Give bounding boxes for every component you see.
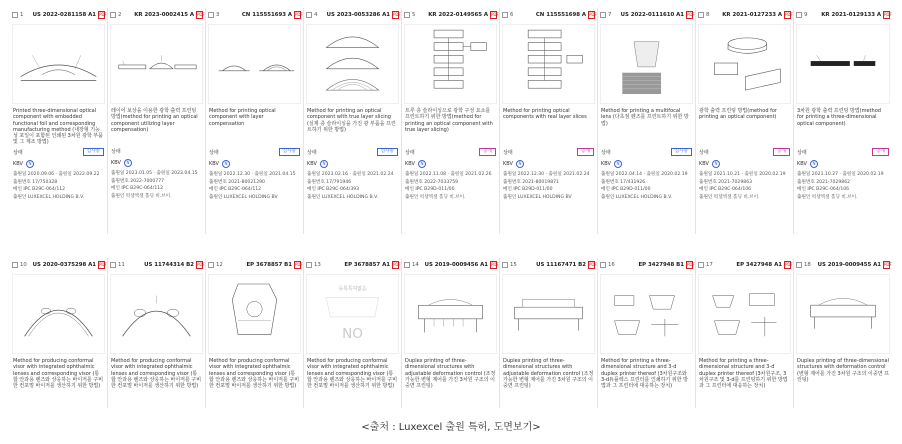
select-checkbox[interactable] xyxy=(110,12,116,18)
patent-card[interactable] xyxy=(696,258,794,408)
card-header xyxy=(500,8,597,22)
patent-meta: 출원일 2021.10.21 · 출원일 2020.02.19 출원번호 2021-7029863 메인 IPC B29C-064/106 출원인 럭셀엑셀 홀딩 비.브이. xyxy=(699,172,786,200)
patent-drawing[interactable] xyxy=(110,274,203,354)
patent-number[interactable]: US 2019-0009455 A1 xyxy=(817,262,881,268)
status-line xyxy=(794,146,892,158)
patent-card[interactable] xyxy=(10,258,108,408)
patent-card[interactable] xyxy=(500,258,598,408)
select-checkbox[interactable] xyxy=(698,12,704,18)
card-number: 14 xyxy=(412,262,419,268)
pdf-icon[interactable]: PDF xyxy=(393,262,401,267)
pdf-icon[interactable]: PDF xyxy=(589,262,597,267)
card-number: 3 xyxy=(216,12,220,18)
card-number: 4 xyxy=(314,12,318,18)
card-header xyxy=(598,8,695,22)
status-line xyxy=(10,146,107,158)
patent-number[interactable]: KR 2022-0149565 A xyxy=(428,12,488,18)
pdf-icon[interactable]: PDF xyxy=(295,12,303,17)
patent-number[interactable]: KR 2023-0002415 A xyxy=(134,12,194,18)
status-line xyxy=(108,146,205,157)
patent-row-2 xyxy=(10,258,892,408)
card-number: 6 xyxy=(510,12,514,18)
patent-drawing[interactable] xyxy=(306,274,399,354)
pdf-icon[interactable]: PDF xyxy=(491,262,499,267)
patent-title[interactable]: Method for printing optical components with real layer slices xyxy=(503,108,587,121)
pdf-icon[interactable]: PDF xyxy=(197,12,205,17)
select-checkbox[interactable] xyxy=(208,12,214,18)
status-badge: 심사중 xyxy=(83,148,104,156)
patent-number[interactable]: US 2023-0053286 A1 xyxy=(326,12,390,18)
patent-drawing[interactable] xyxy=(404,24,497,104)
card-header xyxy=(304,258,401,272)
patent-meta: 출원일 2022.12.30 · 출원일 2021.02.24 출원번호 2021-80019871 메인 IPC B29D-011/00 출원인 LUXEXCEL HOLDING BV xyxy=(503,172,590,200)
kbv-label: KBV xyxy=(601,161,611,167)
patent-title[interactable]: 레이어 보상을 이용한 광학 출력 프린팅 방법(method for printing an optical component utilizing layer compensation) xyxy=(111,108,198,133)
kbv-label: KBV xyxy=(111,160,121,166)
status-line xyxy=(500,146,597,158)
card-header xyxy=(10,258,107,272)
select-checkbox[interactable] xyxy=(600,12,606,18)
patent-drawing[interactable] xyxy=(600,24,693,104)
pdf-icon[interactable]: PDF xyxy=(99,12,107,17)
patent-meta: 출원일 2022.11.08 · 출원일 2021.02.26 출원번호 2022-7033759 메인 IPC B29D-011/00 출원인 럭셀엑셀 홀딩 비.브이. xyxy=(405,172,492,200)
kbv-label: KBV xyxy=(699,161,709,167)
select-checkbox[interactable] xyxy=(796,262,802,268)
card-number: 12 xyxy=(216,262,223,268)
status-line xyxy=(206,146,303,158)
card-header xyxy=(402,258,499,272)
pdf-icon[interactable]: PDF xyxy=(295,262,303,267)
status-label: 상태 xyxy=(601,149,611,156)
status-label: 상태 xyxy=(307,149,317,156)
select-checkbox[interactable] xyxy=(404,262,410,268)
patent-card[interactable] xyxy=(304,8,402,234)
card-number: 8 xyxy=(706,12,710,18)
card-header xyxy=(794,258,892,272)
patent-card[interactable] xyxy=(206,8,304,234)
patent-card[interactable] xyxy=(794,8,892,234)
patent-drawing[interactable] xyxy=(404,274,497,354)
kbv-line xyxy=(108,157,205,169)
patent-title[interactable]: Duplex printing of three-dimensional structures with deformation control (변형 제어를 가진 3차원 구조의 이중면 프린팅) xyxy=(797,358,889,383)
kbv-line xyxy=(304,158,401,170)
patent-number[interactable]: EP 3678857 B1 xyxy=(246,262,292,268)
card-number: 13 xyxy=(314,262,321,268)
patent-number[interactable]: KR 2021-0127233 A xyxy=(722,12,782,18)
patent-drawing[interactable] xyxy=(796,274,890,354)
status-line xyxy=(304,146,401,158)
card-number: 7 xyxy=(608,12,612,18)
patent-number[interactable]: CN 115551698 A xyxy=(535,12,586,18)
patent-title[interactable]: Method for printing a three-dimensional structure and 3-d duplex printer thereof (3차원구조, 3차원구조 및 3-d를 프린팅하기 위한 방법과 그 프린터에 대응하는 장치) xyxy=(699,358,788,390)
patent-card[interactable] xyxy=(108,258,206,408)
patent-card[interactable] xyxy=(794,258,892,408)
patent-title[interactable]: Method for producing conformal visor with integrated ophthalmic lenses and corresponding visor (통합 안과용 렌즈와 상응하는 바이저를 구비한 컨포멀 바이저를 생산하기 위한 방법) xyxy=(111,358,202,390)
select-checkbox[interactable] xyxy=(502,262,508,268)
patent-number[interactable]: EP 3678857 A1 xyxy=(344,262,390,268)
patent-drawing[interactable] xyxy=(306,24,399,104)
patent-drawing[interactable] xyxy=(600,274,693,354)
kbv-badge: N xyxy=(222,160,230,168)
kbv-badge: N xyxy=(320,160,328,168)
card-header xyxy=(598,258,695,272)
patent-card[interactable] xyxy=(696,8,794,234)
patent-card[interactable] xyxy=(598,258,696,408)
patent-title[interactable]: Duplex printing of three-dimensional structures with adjustable deformation control (조정가능한 변형 제어를 가진 3차원 구조의 이중면 프린팅) xyxy=(405,358,496,390)
status-label: 상태 xyxy=(111,149,121,155)
patent-card[interactable] xyxy=(10,8,108,234)
patent-title[interactable]: 3차원 광학 출력 프린팅 방법(method for printing a three-dimensional optical component) xyxy=(797,108,881,127)
card-number: 1 xyxy=(20,12,24,18)
card-header xyxy=(10,8,107,22)
patent-number[interactable]: CN 115551693 A xyxy=(241,12,292,18)
select-checkbox[interactable] xyxy=(110,262,116,268)
patent-card[interactable] xyxy=(304,258,402,408)
patent-title[interactable]: Method for printing a multifocal lens (다초점 렌즈를 프린트하기 위한 방법) xyxy=(601,108,689,127)
card-header xyxy=(696,8,793,22)
status-badge: 심사중 xyxy=(279,148,300,156)
patent-number[interactable]: EP 3427948 A1 xyxy=(736,262,782,268)
figure-caption: <출처 : Luxexcel 출원 특허, 도면보기> xyxy=(361,422,541,433)
status-label: 상태 xyxy=(797,149,807,156)
no-image-watermark: NO xyxy=(342,326,363,343)
pdf-icon[interactable]: PDF xyxy=(491,12,499,17)
patent-title[interactable]: Duplex printing of three-dimensional structures with adjustable deformation control (조정가능한 변형 제어를 가진 3차원 구조의 이중면 프린팅) xyxy=(503,358,594,390)
card-header xyxy=(108,8,205,22)
patent-meta: 출원일 2022.12.30 · 출원일 2021.04.15 출원번호 2021-80021290 메인 IPC B29C-064/112 출원인 LUXEXCEL HOLDING BV xyxy=(209,172,296,200)
patent-meta: 출원일 2022.04.14 · 출원일 2020.02.19 출원번호 17/431926 메인 IPC B29D-011/00 출원인 LUXEXCEL HOLDING B.V. xyxy=(601,172,688,200)
kbv-label: KBV xyxy=(797,161,807,167)
card-header xyxy=(108,258,205,272)
pdf-icon[interactable]: PDF xyxy=(785,12,793,17)
kbv-badge: N xyxy=(124,159,132,167)
pdf-icon[interactable]: PDF xyxy=(884,262,892,267)
pdf-icon[interactable]: PDF xyxy=(393,12,401,17)
kbv-line xyxy=(10,158,107,170)
card-number: 18 xyxy=(804,262,811,268)
patent-number[interactable]: US 11167471 B2 xyxy=(536,262,586,268)
patent-card[interactable] xyxy=(206,258,304,408)
patent-row-1 xyxy=(10,8,892,234)
patent-drawing[interactable] xyxy=(502,274,595,354)
status-badge: 공개 xyxy=(872,148,889,156)
status-badge: 심사중 xyxy=(671,148,692,156)
patent-card[interactable] xyxy=(402,258,500,408)
card-number: 10 xyxy=(20,262,27,268)
patent-title[interactable]: Method for printing optical component with layer compensation xyxy=(209,108,276,127)
patent-title[interactable]: Method for producing conformal visor with integrated ophthalmic lenses and corresponding visor (통합 안과용 렌즈와 상응하는 바이저를 구비한 컨포멀 바이저를 생산하기 위한 방법) xyxy=(209,358,300,390)
kbv-label: KBV xyxy=(209,161,219,167)
kbv-badge: N xyxy=(810,160,818,168)
patent-meta: 출원일 2023.02.16 · 출원일 2021.02.24 출원번호 17/791946 메인 IPC B29C-064/393 출원인 LUXEXCEL HOLDING B.V. xyxy=(307,172,394,200)
card-header xyxy=(794,8,892,22)
kbv-label: KBV xyxy=(503,161,513,167)
status-label: 상태 xyxy=(699,149,709,156)
status-line xyxy=(598,146,695,158)
select-checkbox[interactable] xyxy=(208,262,214,268)
patent-title[interactable]: 광학 출력 프린팅 방법(method for printing an optical component) xyxy=(699,108,777,121)
patent-number[interactable]: US 11744314 B2 xyxy=(144,262,194,268)
patent-title[interactable]: 트루 층 슬라이싱으로 광학 구성 요소를 프린트하기 위한 방법(method for printing an optical component with true layer slicing) xyxy=(405,108,493,133)
no-drawing-notice: 등록특허없음 xyxy=(338,286,367,292)
card-number: 17 xyxy=(706,262,713,268)
kbv-label: KBV xyxy=(405,161,415,167)
patent-title[interactable]: Method for printing a three-dimensional structure and 3-d duplex printer thereof (3차원구조와 3-d듀플렉스 프린터를 인쇄하기 위한 방법과 그 프린터에 대응하는 장치) xyxy=(601,358,688,390)
select-checkbox[interactable] xyxy=(600,262,606,268)
patent-card[interactable] xyxy=(598,8,696,234)
pdf-icon[interactable]: PDF xyxy=(687,12,695,17)
select-checkbox[interactable] xyxy=(12,262,18,268)
pdf-icon[interactable]: PDF xyxy=(99,262,107,267)
card-header xyxy=(402,8,499,22)
select-checkbox[interactable] xyxy=(796,12,802,18)
select-checkbox[interactable] xyxy=(404,12,410,18)
status-badge: 공개 xyxy=(773,148,790,156)
patent-number[interactable]: US 2019-0009456 A1 xyxy=(424,262,488,268)
status-label: 상태 xyxy=(13,149,23,156)
patent-meta: 출원일 2023.01.05 · 출원일 2023.04.15 출원번호 2022-7000777 메인 IPC B29C-064/112 출원인 럭셀엑셀 홀딩 비.브이. xyxy=(111,171,198,199)
patent-title[interactable]: Method for producing conformal visor with integrated ophthalmic lenses and corresponding visor (통합 안과용 렌즈와 상응하는 바이저를 구비한 컨포멀 바이저를 생산하기 위한 방법) xyxy=(13,358,104,390)
patent-number[interactable]: EP 3427948 B1 xyxy=(638,262,684,268)
pdf-icon[interactable]: PDF xyxy=(589,12,597,17)
patent-title[interactable]: Printed three-dimensional optical component with embedded functional foil and corresponding manufacturing method (내장형 기능성 포일이 포함된 인쇄된 3차원 광학 부품 및 그 제조 방법) xyxy=(13,108,103,146)
kbv-badge: N xyxy=(614,160,622,168)
select-checkbox[interactable] xyxy=(306,262,312,268)
patent-drawing[interactable] xyxy=(110,24,203,104)
patent-drawing[interactable] xyxy=(502,24,595,104)
patent-card[interactable] xyxy=(500,8,598,234)
pdf-icon[interactable]: PDF xyxy=(197,262,205,267)
patent-card[interactable] xyxy=(108,8,206,234)
status-label: 상태 xyxy=(503,149,513,156)
kbv-badge: N xyxy=(418,160,426,168)
status-badge: 공개 xyxy=(577,148,594,156)
kbv-badge: N xyxy=(712,160,720,168)
patent-drawing[interactable] xyxy=(698,274,791,354)
select-checkbox[interactable] xyxy=(306,12,312,18)
card-header xyxy=(206,8,303,22)
patent-drawing[interactable] xyxy=(208,274,301,354)
card-number: 9 xyxy=(804,12,808,18)
kbv-line xyxy=(206,158,303,170)
card-number: 16 xyxy=(608,262,615,268)
kbv-line xyxy=(402,158,499,170)
card-number: 11 xyxy=(118,262,125,268)
patent-number[interactable]: KR 2021-0129133 A xyxy=(821,12,881,18)
patent-drawing[interactable] xyxy=(12,24,105,104)
patent-number[interactable]: US 2022-0111610 A1 xyxy=(620,12,684,18)
card-header xyxy=(500,258,597,272)
card-number: 5 xyxy=(412,12,416,18)
patent-title[interactable]: Method for printing an optical component with true layer slicing (실제 층 슬라이싱을 가진 광 부품을 프린트하기 위한 방법) xyxy=(307,108,396,133)
kbv-label: KBV xyxy=(13,161,23,167)
card-header xyxy=(206,258,303,272)
card-number: 2 xyxy=(118,12,122,18)
kbv-badge: N xyxy=(26,160,34,168)
status-badge: 공개 xyxy=(479,148,496,156)
kbv-label: KBV xyxy=(307,161,317,167)
patent-meta: 출원일 2020.09.06 · 출원일 2022.09.22 출원번호 17/750328 메인 IPC B29C-064/112 출원인 LUXEXCEL HOLDING B.V. xyxy=(13,172,100,200)
patent-drawing[interactable] xyxy=(208,24,301,104)
status-line xyxy=(696,146,793,158)
kbv-line xyxy=(794,158,892,170)
kbv-line xyxy=(500,158,597,170)
patent-drawing[interactable] xyxy=(12,274,105,354)
kbv-line xyxy=(598,158,695,170)
status-line xyxy=(402,146,499,158)
patent-title[interactable]: Method for producing conformal visor with integrated ophthalmic lenses and corresponding visor (통합 안과용 렌즈와 상응하는 바이저를 구비한 컨포멀 바이저를 생산하기 위한 방법) xyxy=(307,358,398,390)
select-checkbox[interactable] xyxy=(698,262,704,268)
card-header xyxy=(696,258,793,272)
pdf-icon[interactable]: PDF xyxy=(785,262,793,267)
kbv-line xyxy=(696,158,793,170)
card-header xyxy=(304,8,401,22)
kbv-badge: N xyxy=(516,160,524,168)
card-number: 15 xyxy=(510,262,517,268)
select-checkbox[interactable] xyxy=(502,12,508,18)
patent-meta: 출원일 2021.10.27 · 출원일 2020.02.19 출원번호 2021-7029862 메인 IPC B29C-064/106 출원인 럭셀엑셀 홀딩 비.브이. xyxy=(797,172,884,200)
pdf-icon[interactable]: PDF xyxy=(687,262,695,267)
patent-card[interactable] xyxy=(402,8,500,234)
status-label: 상태 xyxy=(405,149,415,156)
patent-number[interactable]: US 2020-0375298 A1 xyxy=(32,262,96,268)
pdf-icon[interactable]: PDF xyxy=(884,12,892,17)
patent-drawing[interactable] xyxy=(698,24,791,104)
select-checkbox[interactable] xyxy=(12,12,18,18)
patent-drawing[interactable] xyxy=(796,24,890,104)
patent-number[interactable]: US 2022-0281158 A1 xyxy=(32,12,96,18)
status-badge: 심사중 xyxy=(377,148,398,156)
status-label: 상태 xyxy=(209,149,219,156)
